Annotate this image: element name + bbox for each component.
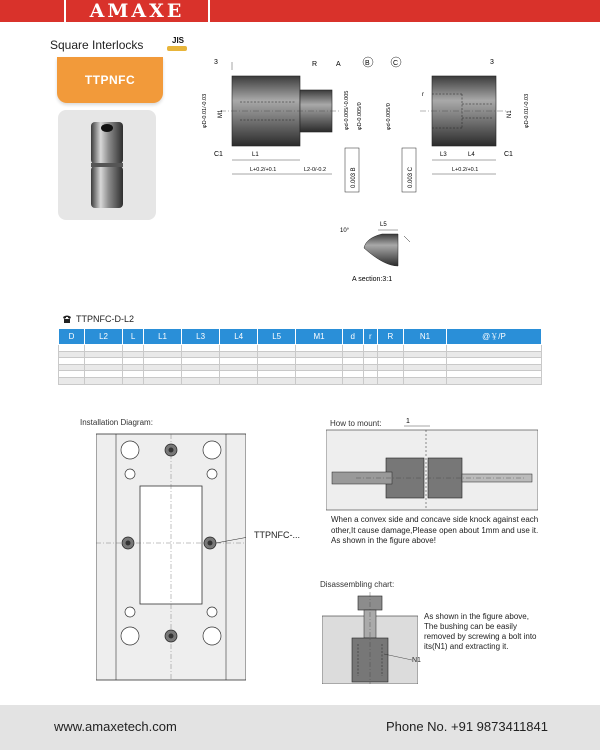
table-row — [59, 351, 542, 358]
col-L: L — [123, 329, 144, 345]
dim-3-left: 3 — [214, 59, 218, 66]
col-D: D — [59, 329, 85, 345]
brand-name: AMAXE — [89, 0, 185, 22]
datum-c: C — [393, 60, 399, 67]
dim-L5: L5 — [380, 222, 387, 228]
col-price: @￥/P — [447, 329, 542, 345]
col-R: R — [377, 329, 403, 345]
dim-D-mid: φD-0.005/0 — [357, 102, 363, 130]
col-L5: L5 — [258, 329, 296, 345]
product-code: TTPNFC — [84, 73, 136, 87]
label-r-small: r — [422, 92, 424, 98]
table-caption — [62, 314, 134, 324]
table-row — [59, 358, 542, 365]
col-M1: M1 — [296, 329, 343, 345]
dim-L2: L2-0/-0.2 — [304, 167, 327, 173]
dim-D-right: φD-0.01/-0.03 — [524, 93, 530, 128]
dim-D-left: φD-0.01/-0.03 — [202, 93, 208, 128]
footer — [0, 705, 600, 750]
runout-c: 0.003 C — [408, 166, 414, 188]
dim-N1: N1 — [507, 110, 513, 118]
col-L1: L1 — [144, 329, 182, 345]
col-d: d — [342, 329, 363, 345]
how-to-mount-note: When a convex side and concave side knock against each other,It cause damage,Please open about 1mm and use it. As shown in the figure above! — [331, 515, 539, 545]
dim-d: φd-0.005/-0.005 — [344, 90, 350, 130]
dim-angle-10: 10° — [340, 228, 350, 234]
runout-b: 0.003 B — [351, 167, 357, 188]
technical-drawing — [200, 52, 540, 292]
datum-b: B — [365, 60, 370, 67]
dim-d-right: φd-0.005/0 — [386, 103, 392, 130]
brand-logo — [64, 0, 210, 24]
dim-M1: M1 — [218, 109, 224, 118]
col-N1: N1 — [403, 329, 446, 345]
jis-badge: JIS — [172, 36, 185, 45]
disassembling-title: Disassembling chart: — [320, 580, 395, 589]
jis-badge-icon — [167, 46, 187, 51]
website-link[interactable]: www.amaxetech.com — [54, 719, 177, 734]
table-row — [59, 345, 542, 352]
col-L2: L2 — [85, 329, 123, 345]
dim-L-left: L+0.2/+0.1 — [250, 167, 277, 173]
cylinder-bushing-image — [58, 110, 156, 220]
phone-icon — [62, 314, 72, 324]
disassembling-diagram — [322, 592, 418, 684]
table-row — [59, 364, 542, 371]
label-c1-right: C1 — [504, 151, 513, 158]
product-photo — [58, 110, 156, 220]
convex-part-view — [202, 57, 373, 192]
table-row — [59, 377, 542, 384]
installation-diagram — [96, 432, 246, 682]
installation-title: Installation Diagram: — [80, 418, 153, 427]
phone-number: Phone No. +91 9873411841 — [385, 719, 548, 734]
section-a-detail — [340, 222, 410, 283]
how-to-mount-title: How to mount: — [330, 419, 382, 428]
col-L4: L4 — [220, 329, 258, 345]
top-bar — [0, 0, 600, 26]
label-r-radius: R — [312, 61, 318, 68]
table-header-row — [59, 329, 542, 345]
col-L3: L3 — [182, 329, 220, 345]
how-to-mount-diagram — [326, 414, 538, 514]
dim-L4: L4 — [468, 152, 475, 158]
installation-callout: TTPNFC-... — [254, 530, 300, 540]
table-caption-text: TTPNFC-D-L2 — [76, 314, 134, 324]
mount-dim-1: 1 — [406, 418, 410, 425]
dim-L1: L1 — [252, 152, 259, 158]
disassembling-note: As shown in the figure above, The bushing can be easily removed by screwing a bolt into its(N1) and extracting it. — [424, 612, 537, 651]
dim-3-right: 3 — [490, 59, 494, 66]
spec-table — [58, 328, 542, 385]
table-row — [59, 371, 542, 378]
label-c1-left: C1 — [214, 151, 223, 158]
product-code-tab — [57, 57, 163, 103]
category-title: Square Interlocks — [50, 38, 144, 52]
col-r: r — [363, 329, 377, 345]
dim-L-right: L+0.2/+0.1 — [452, 167, 479, 173]
disassembling-n1-label: N1 — [412, 657, 421, 664]
label-a: A — [336, 61, 341, 68]
concave-part-view — [386, 57, 530, 192]
section-label: A section:3:1 — [352, 276, 393, 283]
dim-L3: L3 — [440, 152, 447, 158]
